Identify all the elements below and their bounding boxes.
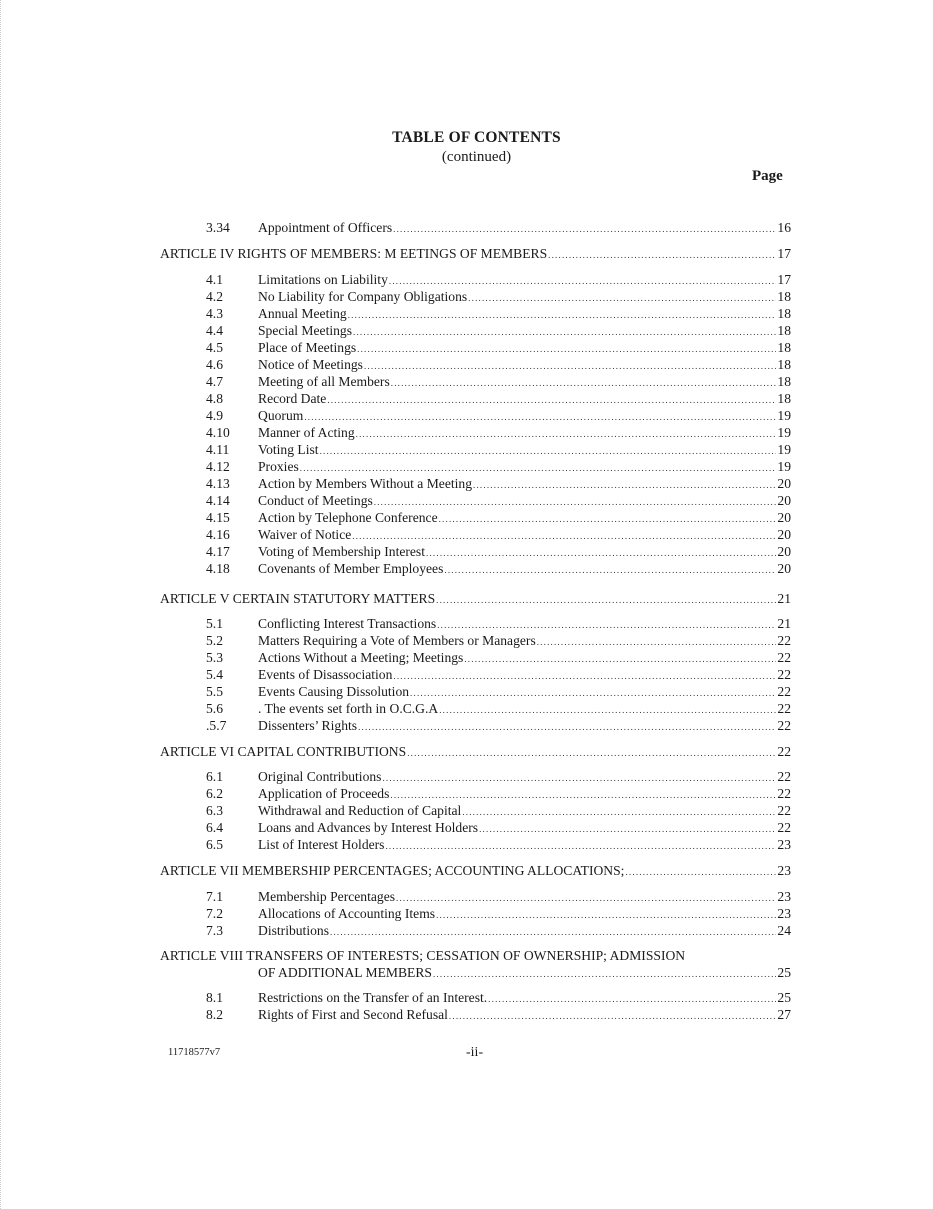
section-number: 5.1 <box>206 616 223 631</box>
page-ref: 22 <box>777 769 791 784</box>
page-ref: 18 <box>777 374 791 389</box>
section-number: 8.1 <box>206 990 223 1005</box>
page-ref: 23 <box>777 906 791 921</box>
section-title: Matters Requiring a Vote of Members or Managers <box>258 633 536 648</box>
section-title: Meeting of all Members <box>258 374 390 389</box>
page-ref: 22 <box>777 701 791 716</box>
section-title: Conduct of Meetings <box>258 493 373 508</box>
page-ref: 23 <box>777 863 791 878</box>
page-number: -ii- <box>466 1045 484 1060</box>
page-ref: 21 <box>777 616 791 631</box>
dot-leader <box>358 719 776 736</box>
section-title: Waiver of Notice <box>258 527 352 542</box>
page-ref: 23 <box>777 837 791 852</box>
toc-section-entry[interactable] <box>206 560 791 577</box>
section-number: 4.1 <box>206 272 223 287</box>
page-ref: 16 <box>777 220 791 235</box>
toc-section-entry[interactable] <box>206 407 791 424</box>
page-ref: 22 <box>777 820 791 835</box>
section-number: 6.1 <box>206 769 223 784</box>
document-id: 11718577v7 <box>168 1047 221 1058</box>
section-number: 7.1 <box>206 889 223 904</box>
toc-section-entry[interactable] <box>206 649 791 666</box>
page-ref: 22 <box>777 718 791 733</box>
section-title: Restrictions on the Transfer of an Interest. <box>258 990 488 1005</box>
section-title: Withdrawal and Reduction of Capital <box>258 803 462 818</box>
section-number: 6.5 <box>206 837 223 852</box>
section-number: 4.2 <box>206 289 223 304</box>
section-number: 8.2 <box>206 1007 223 1022</box>
page-ref: 20 <box>777 544 791 559</box>
page-ref: 19 <box>777 442 791 457</box>
section-number: 6.2 <box>206 786 223 801</box>
page-ref: 18 <box>777 306 791 321</box>
page-ref: 22 <box>777 667 791 682</box>
toc-section-entry[interactable] <box>206 819 791 836</box>
dot-leader <box>449 1008 776 1025</box>
toc-section-entry[interactable] <box>206 615 791 632</box>
section-title: Appointment of Officers <box>258 220 393 235</box>
toc-section-entry[interactable] <box>206 305 791 322</box>
section-number: 4.9 <box>206 408 223 423</box>
section-number: 4.16 <box>206 527 230 542</box>
page-ref: 25 <box>777 965 791 980</box>
page-ref: 19 <box>777 425 791 440</box>
article-title: ARTICLE VIII TRANSFERS OF INTERESTS; CESSATION OF OWNERSHIP; ADMISSION <box>160 948 686 963</box>
section-title: Voting List <box>258 442 319 457</box>
section-title: Application of Proceeds <box>258 786 390 801</box>
section-title: No Liability for Company Obligations <box>258 289 468 304</box>
page-ref: 22 <box>777 684 791 699</box>
section-title: Dissenters’ Rights <box>258 718 358 733</box>
page-ref: 27 <box>777 1007 791 1022</box>
page-ref: 20 <box>777 476 791 491</box>
page-ref: 22 <box>777 744 791 759</box>
toc-section-entry[interactable] <box>206 339 791 356</box>
section-title: Events Causing Dissolution <box>258 684 410 699</box>
page-ref: 18 <box>777 323 791 338</box>
toc-section-entry[interactable] <box>206 356 791 373</box>
section-number: 4.13 <box>206 476 230 491</box>
section-title: Annual Meeting <box>258 306 347 321</box>
section-title: Proxies <box>258 459 299 474</box>
toc-section-entry[interactable] <box>206 271 791 288</box>
dot-leader <box>393 221 776 238</box>
page-ref: 19 <box>777 408 791 423</box>
dot-leader <box>330 924 776 941</box>
section-number: .5.7 <box>206 718 227 733</box>
section-number: 4.3 <box>206 306 223 321</box>
section-number: 6.3 <box>206 803 223 818</box>
section-number: 7.3 <box>206 923 223 938</box>
toc-section-entry[interactable] <box>206 683 791 700</box>
page-ref: 18 <box>777 391 791 406</box>
section-number: 7.2 <box>206 906 223 921</box>
toc-section-entry[interactable] <box>206 526 791 543</box>
dot-leader <box>444 562 776 579</box>
page-ref: 22 <box>777 786 791 801</box>
dot-leader <box>407 745 776 762</box>
article-title: ARTICLE VII MEMBERSHIP PERCENTAGES; ACCOUNTING ALLOCATIONS; <box>160 863 625 878</box>
page-ref: 18 <box>777 289 791 304</box>
article-title-continued: OF ADDITIONAL MEMBERS <box>258 965 432 980</box>
dot-leader <box>625 864 776 881</box>
toc-section-entry[interactable] <box>206 322 791 339</box>
section-number: 4.6 <box>206 357 223 372</box>
toc-article-entry[interactable] <box>160 743 791 760</box>
page-ref: 18 <box>777 357 791 372</box>
section-title: Manner of Acting <box>258 425 355 440</box>
toc-section-entry[interactable] <box>206 390 791 407</box>
section-number: 5.5 <box>206 684 223 699</box>
page-ref: 20 <box>777 510 791 525</box>
toc-section-entry[interactable] <box>206 458 791 475</box>
toc-section-entry[interactable] <box>206 922 791 939</box>
page-ref: 24 <box>777 923 791 938</box>
toc-section-entry[interactable] <box>206 288 791 305</box>
section-number: 4.7 <box>206 374 223 389</box>
toc-section-entry[interactable] <box>206 219 791 236</box>
section-title: Quorum <box>258 408 304 423</box>
toc-section-entry[interactable] <box>206 509 791 526</box>
page-subtitle: (continued) <box>441 149 512 165</box>
section-number: 4.10 <box>206 425 230 440</box>
toc-section-entry[interactable] <box>206 717 791 734</box>
toc-section-entry[interactable] <box>206 373 791 390</box>
dot-leader <box>436 592 776 609</box>
section-number: 4.15 <box>206 510 230 525</box>
section-title: Loans and Advances by Interest Holders <box>258 820 479 835</box>
page-ref: 19 <box>777 459 791 474</box>
section-title: Membership Percentages <box>258 889 396 904</box>
section-title: Place of Meetings <box>258 340 357 355</box>
section-number: 3.34 <box>206 220 230 235</box>
section-title: Record Date <box>258 391 327 406</box>
page-ref: 22 <box>777 650 791 665</box>
article-title: ARTICLE V CERTAIN STATUTORY MATTERS <box>160 591 436 606</box>
page-ref: 20 <box>777 561 791 576</box>
section-title: Voting of Membership Interest <box>258 544 426 559</box>
page-ref: 25 <box>777 990 791 1005</box>
section-title: Special Meetings <box>258 323 353 338</box>
toc-section-entry[interactable] <box>206 666 791 683</box>
section-title: Allocations of Accounting Items <box>258 906 436 921</box>
toc-section-entry[interactable] <box>206 905 791 922</box>
toc-section-entry[interactable] <box>206 475 791 492</box>
toc-section-entry[interactable] <box>206 441 791 458</box>
toc-section-entry[interactable] <box>206 802 791 819</box>
section-title: List of Interest Holders <box>258 837 385 852</box>
toc-section-entry[interactable] <box>206 989 791 1006</box>
section-number: 4.18 <box>206 561 230 576</box>
toc-section-entry[interactable] <box>206 632 791 649</box>
section-number: 4.11 <box>206 442 230 457</box>
section-title: Rights of First and Second Refusal <box>258 1007 448 1022</box>
dot-leader <box>433 966 776 983</box>
toc-section-entry[interactable] <box>206 543 791 560</box>
page-ref: 17 <box>777 272 791 287</box>
section-title: Distributions <box>258 923 329 938</box>
page-ref: 17 <box>777 246 791 261</box>
section-number: 4.5 <box>206 340 223 355</box>
toc-section-entry[interactable] <box>206 785 791 802</box>
section-number: 4.14 <box>206 493 230 508</box>
page-ref: 21 <box>777 591 791 606</box>
section-title: Action by Telephone Conference <box>258 510 438 525</box>
dot-leader <box>548 247 776 264</box>
section-title: Action by Members Without a Meeting <box>258 476 473 491</box>
section-title: Limitations on Liability <box>258 272 388 287</box>
toc-section-entry[interactable] <box>206 424 791 441</box>
page-title: TABLE OF CONTENTS <box>392 129 561 146</box>
section-title: Original Contributions <box>258 769 382 784</box>
toc-section-entry[interactable] <box>206 888 791 905</box>
article-title: ARTICLE IV RIGHTS OF MEMBERS: M EETINGS OF MEMBERS <box>160 246 548 261</box>
article-title: ARTICLE VI CAPITAL CONTRIBUTIONS <box>160 744 407 759</box>
section-title: Actions Without a Meeting; Meetings <box>258 650 464 665</box>
section-number: 5.4 <box>206 667 223 682</box>
toc-article-entry[interactable] <box>160 862 791 879</box>
toc-section-entry[interactable] <box>206 700 791 717</box>
page-ref: 23 <box>777 889 791 904</box>
section-number: 6.4 <box>206 820 223 835</box>
section-number: 4.12 <box>206 459 230 474</box>
page-ref: 22 <box>777 633 791 648</box>
page-column-label: Page <box>752 168 783 184</box>
page-ref: 18 <box>777 340 791 355</box>
section-title: Covenants of Member Employees <box>258 561 444 576</box>
section-number: 4.8 <box>206 391 223 406</box>
page-ref: 20 <box>777 493 791 508</box>
page-ref: 20 <box>777 527 791 542</box>
section-number: 5.2 <box>206 633 223 648</box>
toc-article-entry[interactable] <box>160 245 791 262</box>
toc-article-entry[interactable] <box>160 590 791 607</box>
section-title: Notice of Meetings <box>258 357 363 372</box>
section-title: Events of Disassociation <box>258 667 393 682</box>
page-edge <box>0 0 3 1209</box>
toc-section-entry[interactable] <box>206 492 791 509</box>
section-number: 5.6 <box>206 701 223 716</box>
section-title: Conflicting Interest Transactions <box>258 616 437 631</box>
section-title: . The events set forth in O.C.G.A <box>258 701 439 716</box>
toc-section-entry[interactable] <box>206 768 791 785</box>
toc-section-entry[interactable] <box>206 1006 791 1023</box>
dot-leader <box>385 838 776 855</box>
section-number: 4.4 <box>206 323 223 338</box>
page-ref: 22 <box>777 803 791 818</box>
section-number: 4.17 <box>206 544 230 559</box>
section-number: 5.3 <box>206 650 223 665</box>
toc-section-entry[interactable] <box>206 836 791 853</box>
